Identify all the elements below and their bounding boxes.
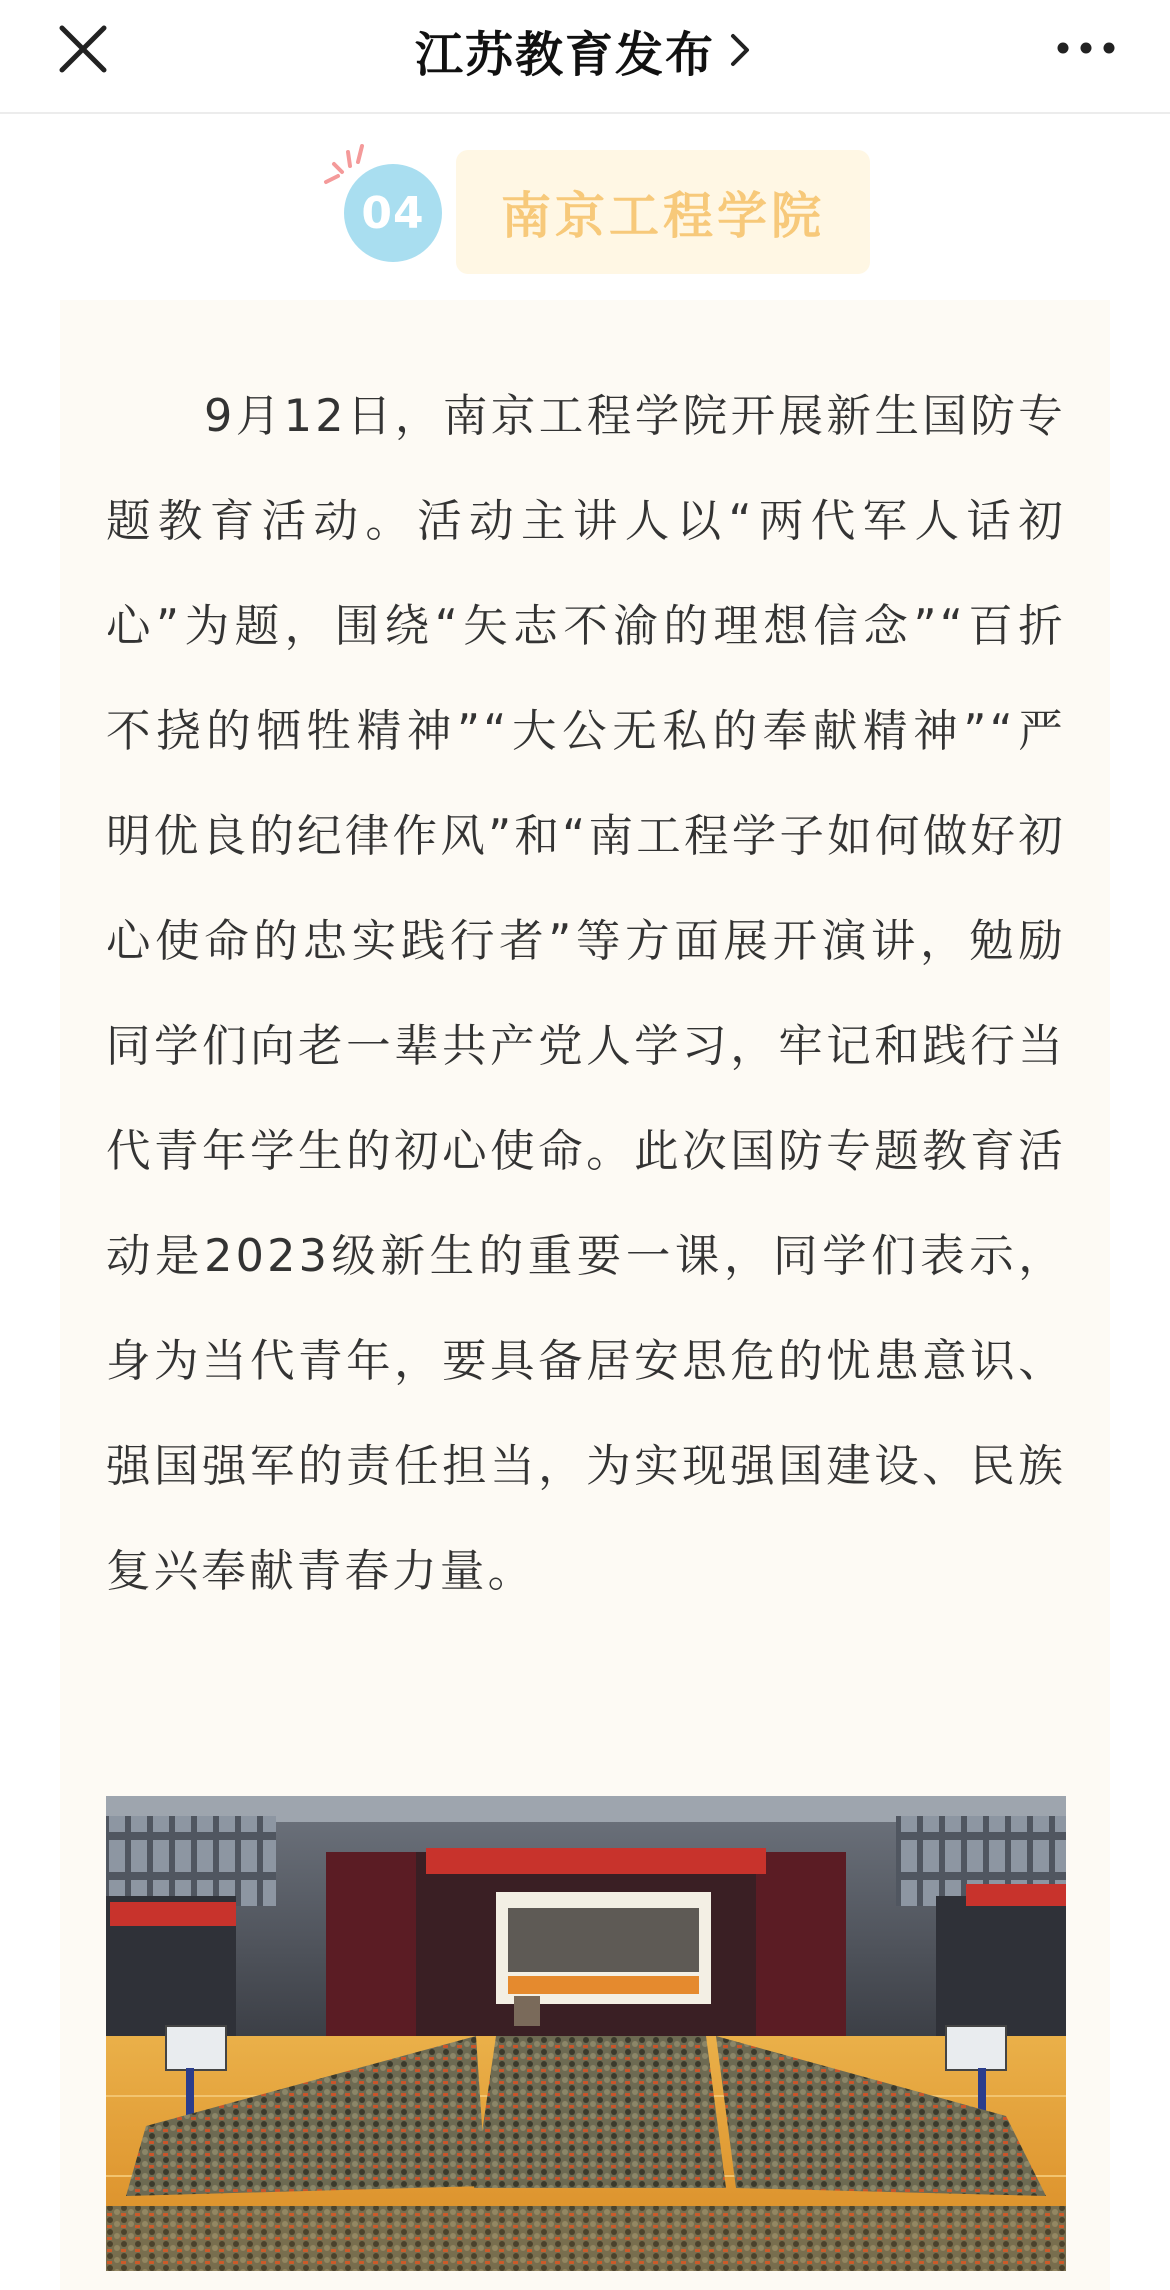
account-name: 江苏教育发布 [414,26,715,83]
school-name-tag: 南京工程学院 [456,150,870,274]
account-title-link[interactable] [0,14,1170,86]
article-card [60,300,1110,2290]
top-nav-bar [0,0,1170,114]
more-horizontal-icon [1054,28,1118,68]
article-paragraph: 9月12日，南京工程学院开展新生国防专题教育活动。活动主讲人以“两代军人话初心”为题，围绕“矢志不渝的理想信念”“百折不挠的牺牲精神”“大公无私的奉献精神”“严明优良的纪律作风”和“南工程学子如何做好初心使命的忠实践行者”等方面展开演讲，勉励同学们向老一辈共产党人学习，牢记和践行当代青年学生的初心使命。此次国防专题教育活动是2023级新生的重要一课，同学们表示，身为当代青年，要具备居安思危的忧患意识、强国强军的责任担当，为实现强国建设、民族复兴奉献青春力量。 [106,391,1066,1597]
event-photo-illustration [106,1796,1066,2271]
section-header [0,140,1170,280]
event-photo[interactable] [106,1796,1066,2271]
section-number-badge: 04 [344,164,442,262]
more-options-button[interactable] [1054,28,1118,68]
chevron-right-icon [725,30,755,70]
